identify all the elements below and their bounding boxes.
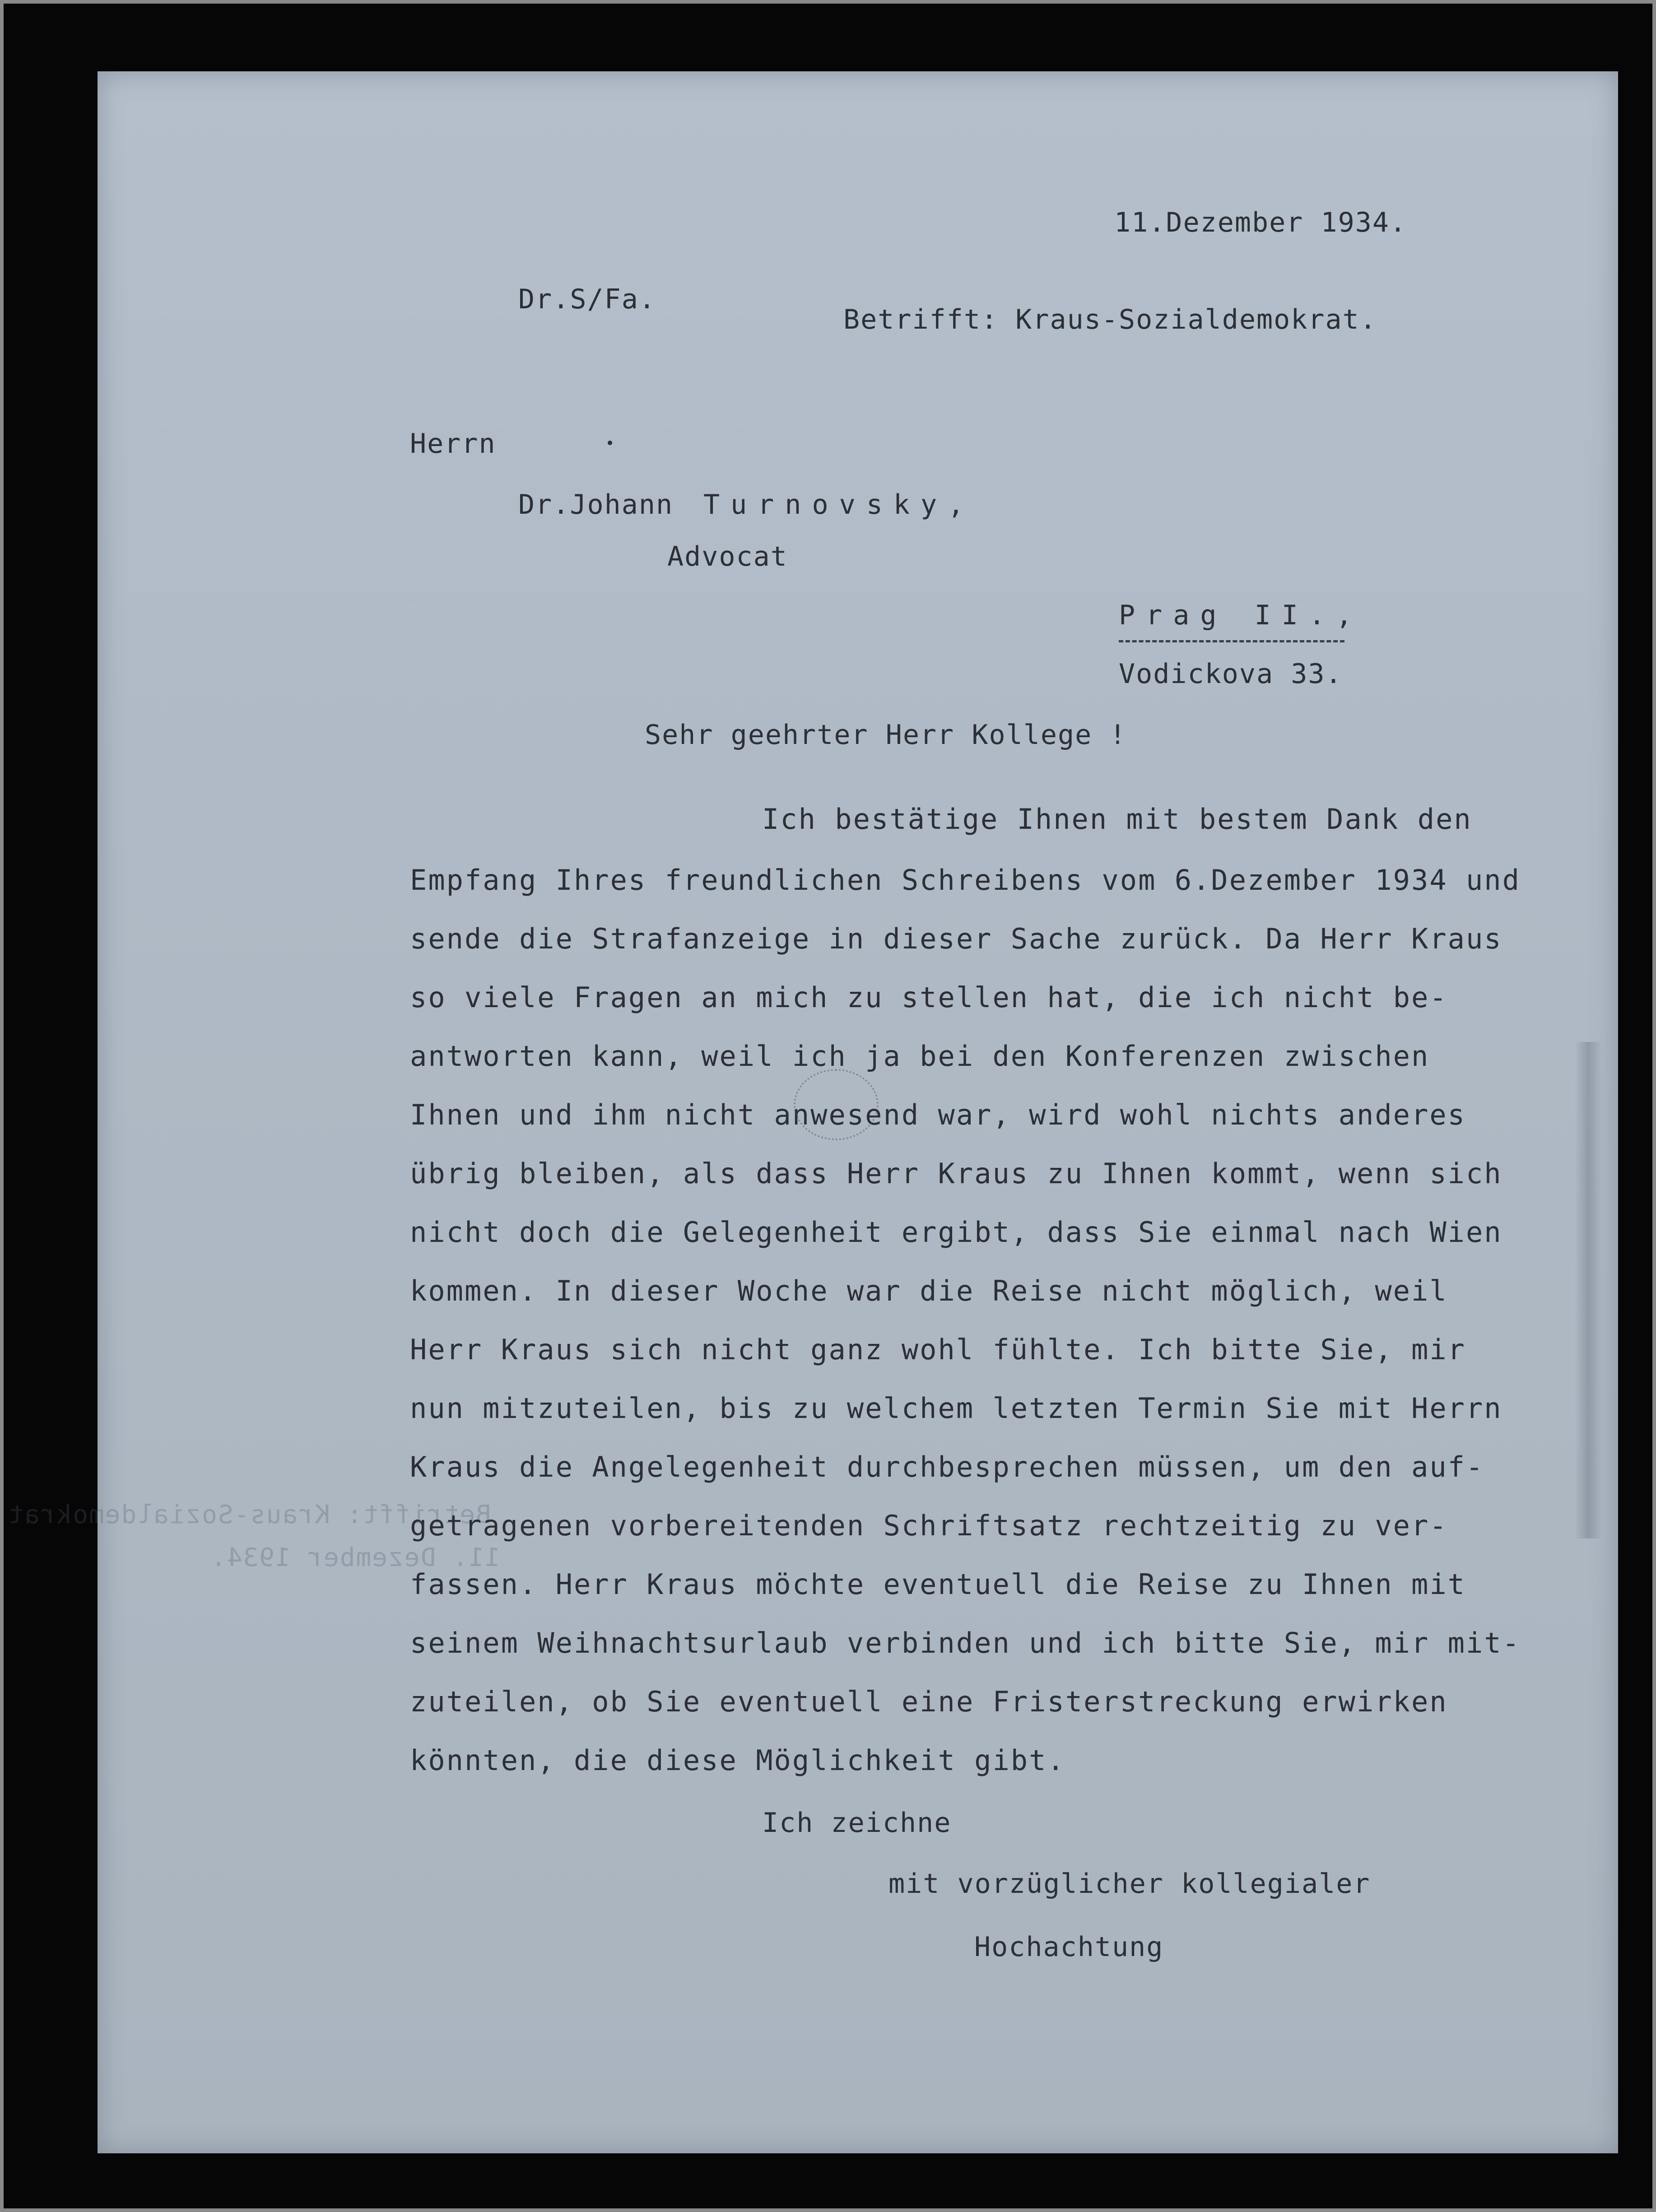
greeting: Sehr geehrter Herr Kollege ! [645,719,1127,751]
body-line: Ich bestätige Ihnen mit bestem Dank den [762,803,1472,836]
body-line: zuteilen, ob Sie eventuell eine Fristerstreckung erwirken [410,1685,1448,1718]
body-line: Empfang Ihres freundlichen Schreibens vom 6.Dezember 1934 und [410,864,1521,897]
body-line: Kraus die Angelegenheit durchbesprechen müssen, um den auf- [410,1450,1484,1483]
recipient-salutation-title: Herrn [410,428,496,460]
body-line: sende die Strafanzeige in dieser Sache zurück. Da Herr Kraus [410,922,1502,955]
subject-line: Betrifft: Kraus-Sozialdemokrat. [843,304,1377,335]
body-line: kommen. In dieser Woche war die Reise nicht möglich, weil [410,1274,1448,1307]
body-line: könnten, die diese Möglichkeit gibt. [410,1744,1065,1777]
bleed-through-date: 11. Dezember 1934. [210,1543,500,1572]
city-underline [1119,640,1344,642]
body-line: nicht doch die Gelegenheit ergibt, dass Sie einmal nach Wien [410,1216,1502,1249]
paper-crease [1575,1042,1602,1538]
closing-line-3: Hochachtung [974,1931,1164,1963]
body-line: fassen. Herr Kraus möchte eventuell die Reise zu Ihnen mit [410,1568,1466,1601]
body-line: übrig bleiben, als dass Herr Kraus zu Ihnen kommt, wenn sich [410,1157,1502,1190]
recipient-surname: Turnovsky, [703,489,975,520]
recipient-profession: Advocat [667,541,788,572]
body-line: nun mitzuteilen, bis zu welchem letzten Termin Sie mit Herrn [410,1392,1502,1425]
letter-date: 11.Dezember 1934. [1114,207,1407,238]
recipient-street: Vodickova 33. [1119,658,1343,690]
closing-line-2: mit vorzüglicher kollegialer [888,1868,1371,1900]
recipient-name-prefix: Dr.Johann [518,489,674,520]
closing-line-1: Ich zeichne [762,1807,952,1839]
body-line: Ihnen und ihm nicht anwesend war, wird wohl nichts anderes [410,1098,1466,1131]
bleed-through-subject: Betrifft: Kraus-Sozialdemokrat [7,1500,491,1529]
body-line: antworten kann, weil ich ja bei den Konferenzen zwischen [410,1040,1430,1073]
reference-code: Dr.S/Fa. [518,283,656,315]
recipient-city: Prag II., [1119,599,1363,631]
faint-stamp-impression [794,1069,879,1140]
ink-dot [608,441,612,445]
body-line: seinem Weihnachtsurlaub verbinden und ich bitte Sie, mir mit- [410,1626,1521,1659]
body-line: Herr Kraus sich nicht ganz wohl fühlte. Ich bitte Sie, mir [410,1333,1466,1366]
body-line: so viele Fragen an mich zu stellen hat, die ich nicht be- [410,981,1448,1014]
body-line: getragenen vorbereitenden Schriftsatz rechtzeitig zu ver- [410,1509,1448,1542]
